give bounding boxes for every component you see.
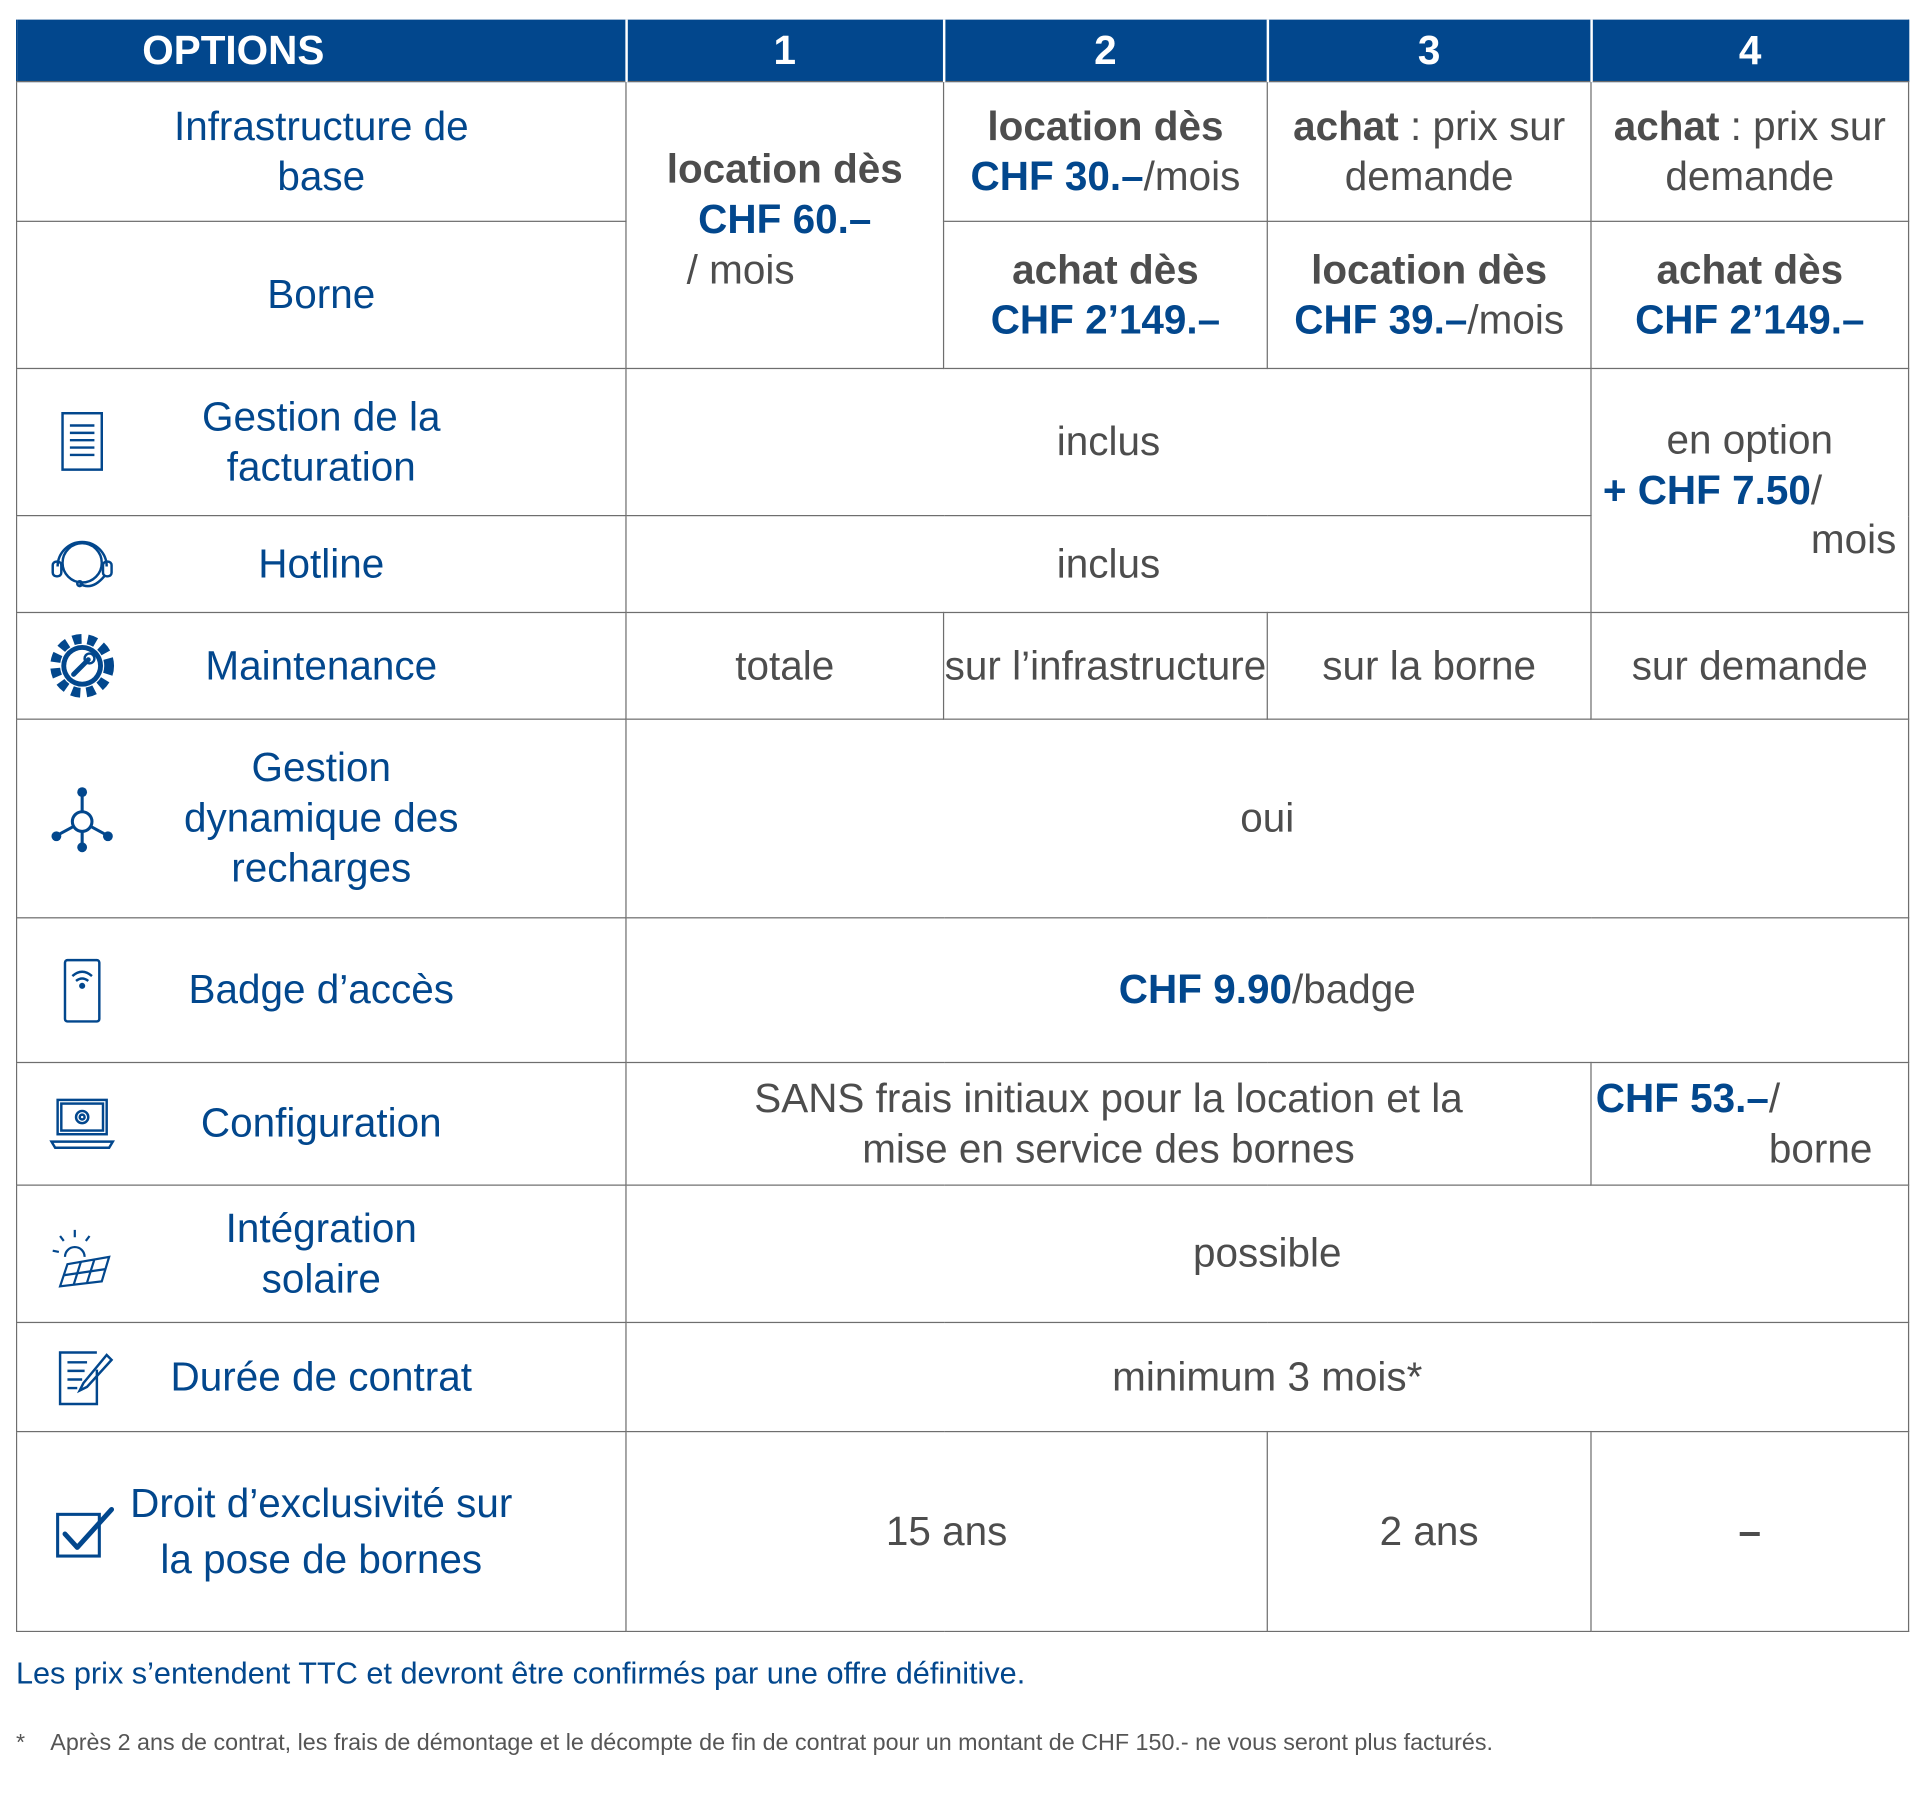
header-col-4: 4 <box>1591 20 1909 82</box>
option4-services-price: + CHF 7.50 <box>1602 466 1811 512</box>
cell-infra-option4 <box>1591 82 1909 222</box>
borne-option3-unit: /mois <box>1467 296 1565 342</box>
cell-facturation-value: inclus <box>626 368 1591 515</box>
infra-option3-rest: : prix sur demande <box>1344 102 1566 199</box>
badge-price: CHF 9.90 <box>1118 966 1292 1012</box>
row-gestion-dynamique <box>17 719 1909 918</box>
badge-unit: /badge <box>1291 966 1416 1012</box>
label-gestion-dynamique-text: Gestion dynamique des recharges <box>184 744 459 891</box>
label-hotline <box>17 516 626 613</box>
borne-option3-price: CHF 39.– <box>1294 296 1468 342</box>
row-solaire <box>17 1185 1909 1322</box>
row-facturation <box>17 368 1909 515</box>
cell-option4-services <box>1591 368 1909 612</box>
label-solaire <box>17 1185 626 1322</box>
cell-maintenance-option2: sur l’infrastructure <box>944 612 1268 719</box>
laptop-gear-icon <box>48 1089 117 1158</box>
checkbox-icon <box>48 1497 117 1566</box>
infra-option3-bold: achat <box>1293 102 1399 148</box>
row-exclusivite <box>17 1432 1909 1632</box>
options-table <box>16 20 1909 1632</box>
price-note: Les prix s’entendent TTC et devront être confirmés par une offre définitive. <box>15 1656 1026 1691</box>
cell-exclusivite-option3: 2 ans <box>1267 1432 1591 1632</box>
cell-borne-option2 <box>944 221 1268 368</box>
option1-rental-price: CHF 60.– <box>698 196 872 242</box>
borne-option2-line: achat dès <box>1012 245 1199 292</box>
cell-badge-value <box>626 918 1909 1063</box>
cell-gestion-dynamique-value: oui <box>626 719 1909 918</box>
contract-pen-icon <box>48 1343 117 1412</box>
label-exclusivite-text: Droit d’exclusivité sur la pose de bornes <box>130 1480 513 1582</box>
footnote-text: Après 2 ans de contrat, les frais de démontage et le décompte de fin de contrat pour un montant de CHF 150.- ne vous seront plus facturés. <box>50 1730 1493 1756</box>
label-facturation <box>17 368 626 515</box>
header-options: OPTIONS <box>17 20 626 82</box>
header-col-1: 1 <box>626 20 944 82</box>
label-duree-text: Durée de contrat <box>170 1353 472 1399</box>
option1-rental-unit: / mois <box>686 246 795 292</box>
borne-option3-line: location dès <box>1311 245 1548 292</box>
label-duree <box>17 1322 626 1431</box>
footnote-marker: * <box>15 1730 26 1756</box>
cell-exclusivite-option12: 15 ans <box>626 1432 1267 1632</box>
infra-option2-price: CHF 30.– <box>970 152 1144 199</box>
gear-wrench-icon <box>48 631 117 700</box>
network-icon <box>48 784 117 853</box>
infra-option4-rest: : prix sur demande <box>1665 102 1886 199</box>
label-configuration <box>17 1063 626 1186</box>
label-exclusivite <box>17 1432 626 1632</box>
label-facturation-text: Gestion de la facturation <box>202 393 441 489</box>
cell-exclusivite-option4: – <box>1591 1432 1909 1632</box>
cell-maintenance-option4: sur demande <box>1591 612 1909 719</box>
document-icon <box>48 408 117 477</box>
label-solaire-text: Intégration solaire <box>225 1204 417 1301</box>
label-badge-text: Badge d’accès <box>188 966 454 1012</box>
configuration-value-text: SANS frais initiaux pour la location et la mise en service des bornes <box>754 1074 1463 1171</box>
label-configuration-text: Configuration <box>200 1099 442 1146</box>
borne-option4-price: CHF 2’149.– <box>1635 296 1865 342</box>
option4-services-unit: / mois <box>1810 466 1897 563</box>
row-infrastructure <box>17 82 1909 222</box>
headset-icon <box>48 530 117 599</box>
label-maintenance-text: Maintenance <box>205 641 438 688</box>
label-borne: Borne <box>17 221 626 368</box>
header-col-2: 2 <box>944 20 1268 82</box>
label-infrastructure-text: Infrastructure de base <box>173 102 469 199</box>
infra-option2-line: location dès <box>987 102 1224 148</box>
borne-option4-line: achat dès <box>1656 245 1844 292</box>
label-badge <box>17 918 626 1063</box>
label-infrastructure <box>17 82 626 222</box>
cell-maintenance-option3: sur la borne <box>1267 612 1591 719</box>
option1-rental-line: location dès <box>666 146 903 192</box>
label-maintenance <box>17 612 626 719</box>
row-maintenance <box>17 612 1909 719</box>
cell-option1-rental <box>626 82 944 369</box>
label-gestion-dynamique <box>17 719 626 918</box>
infra-option2-unit: /mois <box>1143 152 1241 199</box>
row-borne <box>17 221 1909 368</box>
infra-option4-bold: achat <box>1613 102 1720 148</box>
cell-duree-value: minimum 3 mois* <box>626 1322 1909 1431</box>
row-badge <box>17 918 1909 1063</box>
cell-infra-option3 <box>1267 82 1591 222</box>
row-configuration <box>17 1063 1909 1186</box>
row-duree <box>17 1322 1909 1431</box>
label-hotline-text: Hotline <box>258 540 385 586</box>
configuration-option4-price: CHF 53.– <box>1595 1074 1769 1121</box>
cell-hotline-value: inclus <box>626 516 1591 613</box>
header-row <box>17 20 1909 82</box>
cell-borne-option4 <box>1591 221 1909 368</box>
option4-services-line: en option <box>1666 416 1834 462</box>
header-col-3: 3 <box>1267 20 1591 82</box>
cell-configuration-option4 <box>1591 1063 1909 1186</box>
solar-panel-icon <box>48 1219 117 1288</box>
cell-infra-option2 <box>944 82 1268 222</box>
cell-configuration-value <box>626 1063 1591 1186</box>
cell-solaire-value: possible <box>626 1185 1909 1322</box>
badge-icon <box>48 956 117 1025</box>
cell-maintenance-option1: totale <box>626 612 944 719</box>
cell-borne-option3 <box>1267 221 1591 368</box>
configuration-option4-unit: / borne <box>1768 1074 1873 1171</box>
borne-option2-price: CHF 2’149.– <box>990 296 1221 342</box>
